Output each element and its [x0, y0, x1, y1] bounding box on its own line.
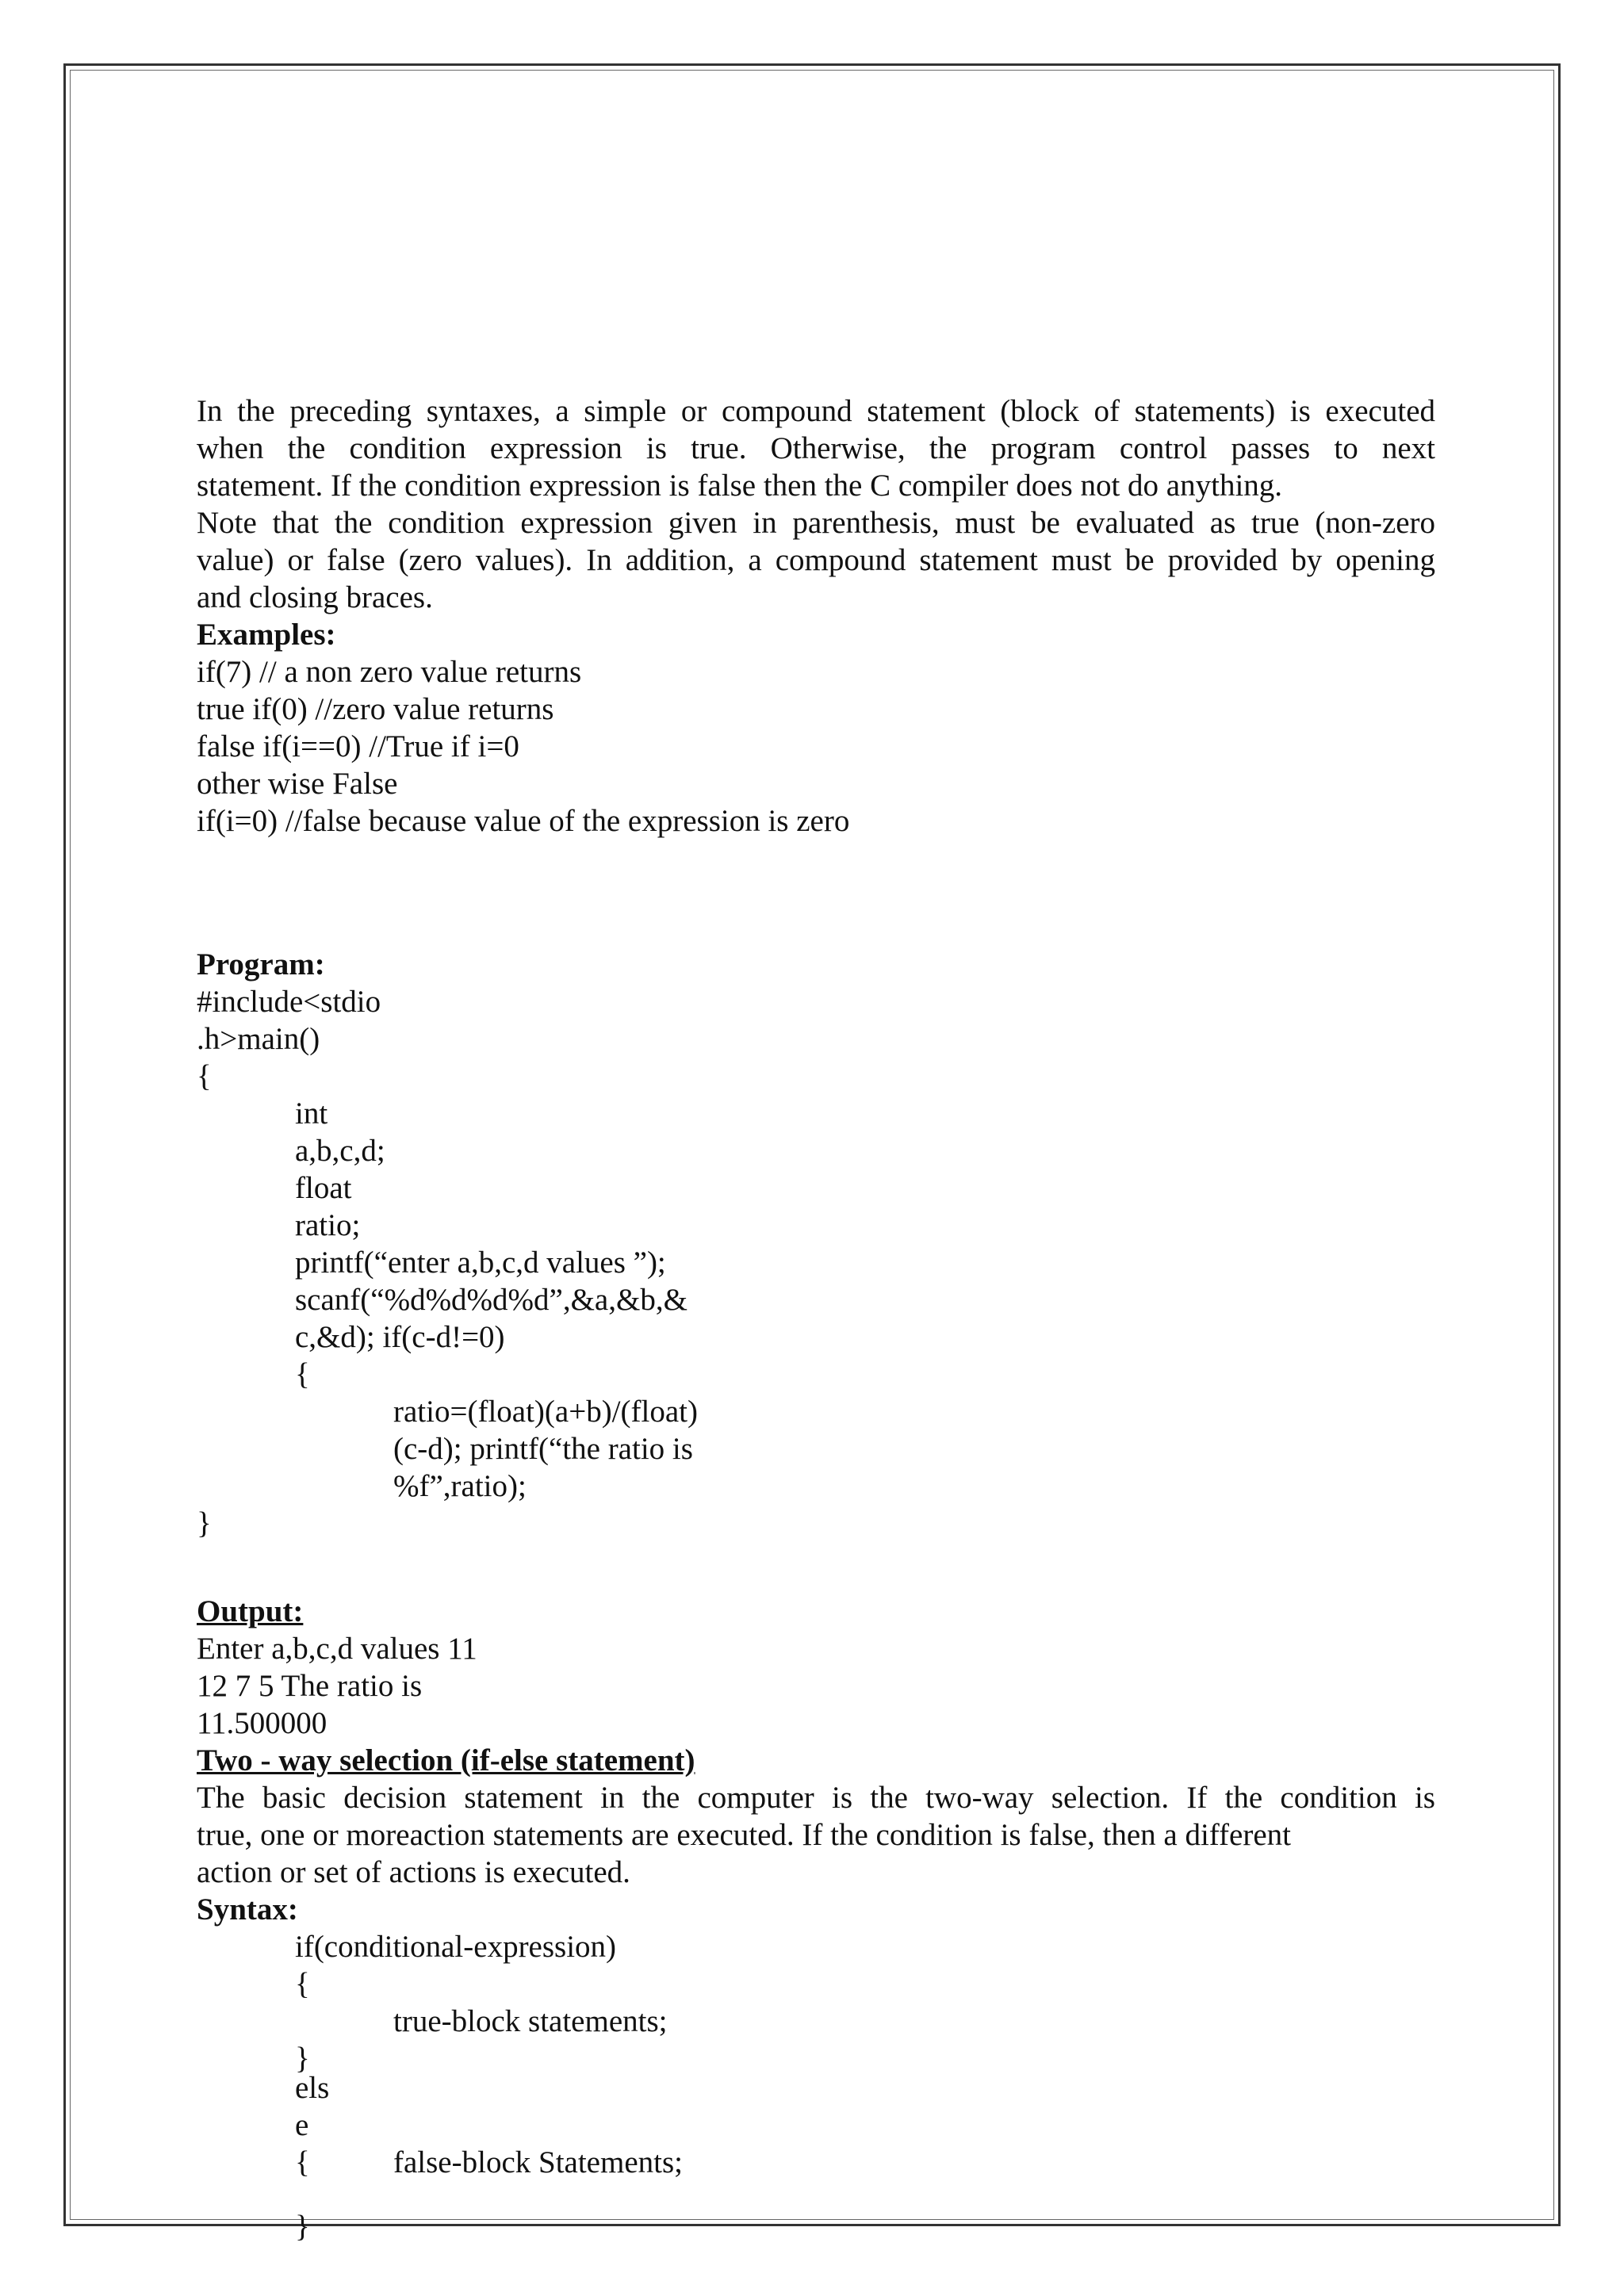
- example-line: if(i=0) //false because value of the expression is zero: [197, 804, 850, 838]
- code-line: .h>main(): [197, 1022, 320, 1056]
- syntax-line: if(conditional-expression): [295, 1930, 617, 1964]
- example-line: if(7) // a non zero value returns: [197, 655, 582, 689]
- code-line: int: [295, 1096, 328, 1131]
- code-line: a,b,c,d;: [295, 1134, 385, 1168]
- output-line: 12 7 5 The ratio is: [197, 1669, 423, 1703]
- examples-heading: Examples:: [197, 618, 336, 652]
- code-line: (c-d); printf(“the ratio is: [393, 1432, 693, 1466]
- intro-line-3: statement. If the condition expression is false then the C compiler does not do anything.: [197, 469, 1283, 503]
- code-line: ratio=(float)(a+b)/(float): [393, 1395, 698, 1429]
- twoway-line-1: The basic decision statement in the computer is the two-way selection. If the condition is: [197, 1781, 1435, 1815]
- code-line: scanf(“%d%d%d%d”,&a,&b,&: [295, 1283, 688, 1317]
- syntax-heading: Syntax:: [197, 1892, 298, 1927]
- output-line: Enter a,b,c,d values 11: [197, 1632, 477, 1666]
- intro-line-6: and closing braces.: [197, 580, 433, 614]
- code-line: printf(“enter a,b,c,d values ”);: [295, 1246, 666, 1280]
- syntax-line: true-block statements;: [393, 2004, 668, 2038]
- intro-line-1: In the preceding syntaxes, a simple or compound statement (block of statements) is executed: [197, 394, 1435, 428]
- syntax-line: {: [295, 1967, 310, 2001]
- twoway-line-2: true, one or moreaction statements are executed. If the condition is false, then a different: [197, 1818, 1291, 1852]
- syntax-line: false-block Statements;: [393, 2145, 683, 2179]
- code-line: #include<stdio: [197, 985, 381, 1019]
- syntax-line: els: [295, 2071, 330, 2105]
- code-line: %f”,ratio);: [393, 1469, 527, 1503]
- intro-line-2: when the condition expression is true. Otherwise, the program control passes to next: [197, 431, 1435, 465]
- output-line: 11.500000: [197, 1706, 327, 1740]
- code-line: c,&d); if(c-d!=0): [295, 1320, 505, 1354]
- intro-line-5: value) or false (zero values). In addition, a compound statement must be provided by opening: [197, 543, 1435, 577]
- example-line: false if(i==0) //True if i=0: [197, 729, 519, 763]
- code-line: {: [197, 1059, 212, 1093]
- code-line: }: [197, 1506, 212, 1540]
- intro-line-4: Note that the condition expression given in parenthesis, must be evaluated as true (non-zero: [197, 506, 1435, 540]
- example-line: other wise False: [197, 767, 398, 801]
- twoway-heading: Two - way selection (if-else statement): [197, 1743, 695, 1777]
- syntax-line: }: [295, 2042, 310, 2076]
- syntax-line: {: [295, 2145, 310, 2179]
- code-line: float: [295, 1171, 352, 1205]
- twoway-line-3: action or set of actions is executed.: [197, 1855, 630, 1889]
- code-line: ratio;: [295, 1208, 361, 1242]
- syntax-line: }: [295, 2210, 310, 2244]
- output-heading: Output:: [197, 1594, 304, 1628]
- program-heading: Program:: [197, 947, 325, 982]
- syntax-line: e: [295, 2108, 309, 2142]
- example-line: true if(0) //zero value returns: [197, 692, 554, 726]
- code-line: {: [295, 1357, 310, 1391]
